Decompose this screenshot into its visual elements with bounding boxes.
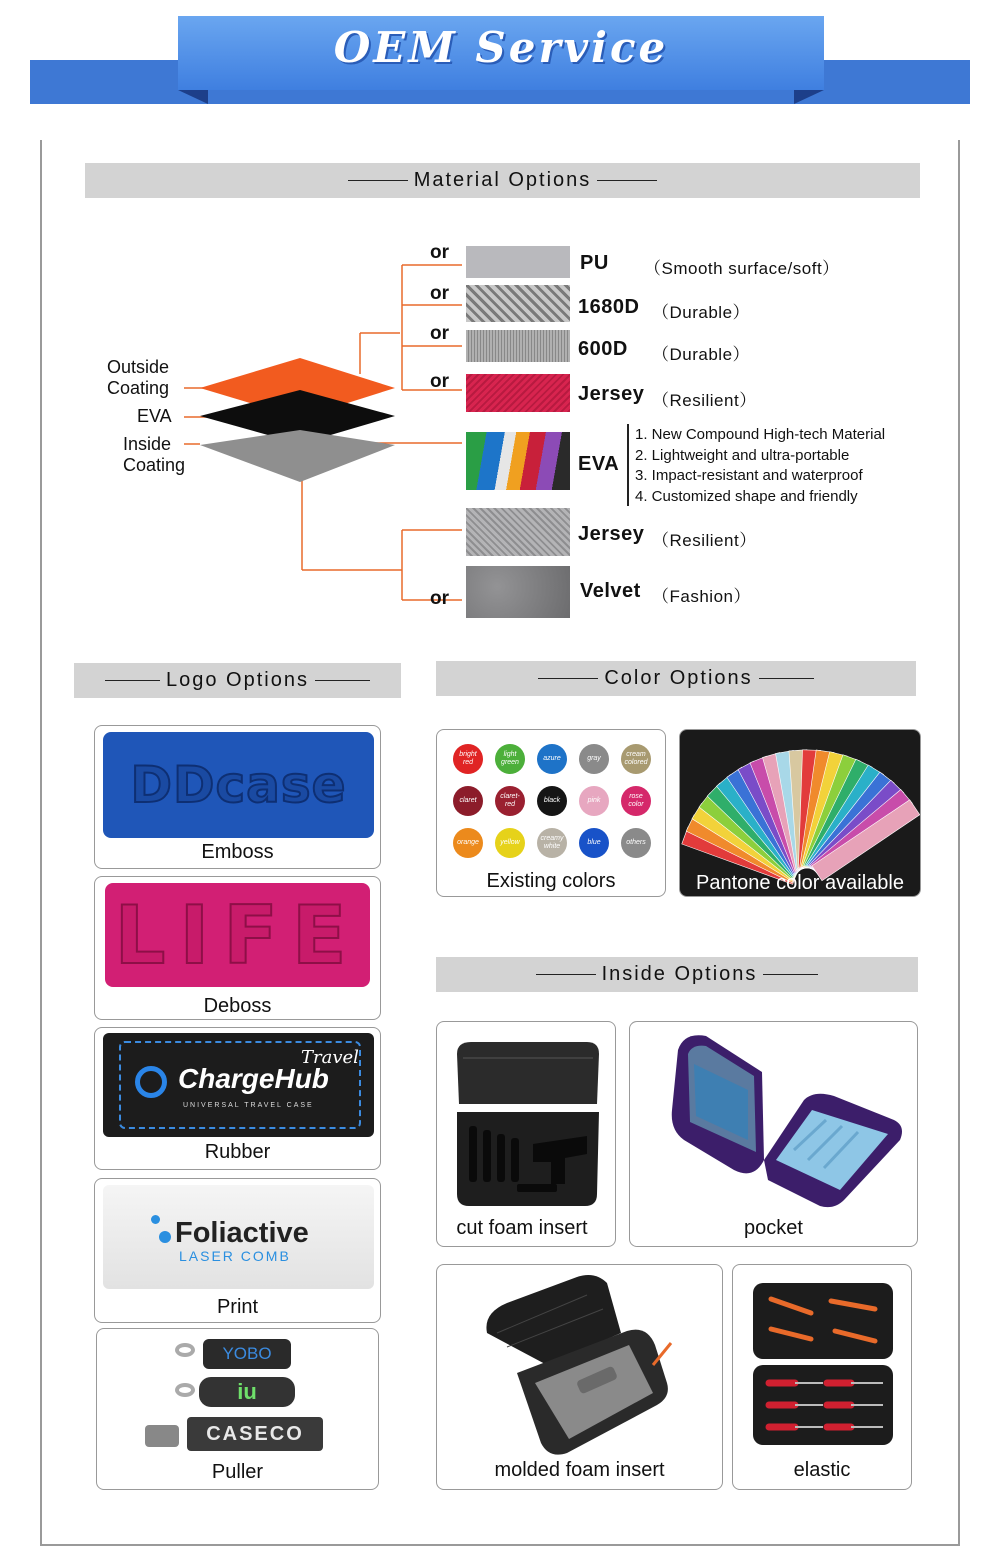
rubber-art: ChargeHub: [178, 1063, 329, 1094]
emboss-art: DDcase: [130, 756, 347, 814]
eva-feature-list: [635, 425, 885, 507]
jersey-gray-swatch: [466, 508, 570, 556]
inside-coating-label: Inside Coating: [123, 434, 186, 475]
rubber-art-sub: UNIVERSAL TRAVEL CASE: [183, 1102, 314, 1109]
material-name: PU: [580, 252, 609, 274]
print-image: [103, 1185, 374, 1289]
or-label: or: [430, 371, 449, 392]
logo-caption: Emboss: [201, 841, 274, 863]
logo-deboss-card: [94, 876, 381, 1020]
logo-options-header: [74, 663, 401, 698]
material-name: Velvet: [580, 580, 641, 602]
existing-colors-caption: Existing colors: [486, 870, 616, 892]
eva-feature: 4. Customized shape and friendly: [635, 487, 858, 505]
inside-molded-foam-card: [436, 1264, 723, 1490]
inside-cut-foam-card: [436, 1021, 616, 1247]
velvet-swatch: [466, 566, 570, 618]
existing-colors-card: [436, 729, 666, 897]
logo-rubber-card: [94, 1027, 381, 1170]
material-name: Jersey: [578, 523, 645, 545]
logo-puller-card: [96, 1328, 379, 1490]
pantone-caption: Pantone color available: [696, 872, 904, 894]
color-swatch: creamy white: [537, 828, 567, 858]
inside-caption: cut foam insert: [456, 1217, 588, 1239]
emboss-image: [103, 732, 374, 838]
color-swatch: pink: [579, 786, 609, 816]
deboss-art: LIFE: [114, 888, 361, 982]
inside-coating-layer: [200, 430, 395, 482]
logo-caption: Puller: [211, 1461, 264, 1483]
jersey-red-swatch: [466, 374, 570, 412]
material-desc: （Durable）: [652, 303, 751, 322]
material-desc: （Durable）: [652, 345, 751, 364]
eva-feature: 3. Impact-resistant and waterproof: [635, 467, 863, 484]
color-options-header: [436, 661, 916, 696]
eva-layer-label: EVA: [137, 406, 172, 426]
inside-options-title: Inside Options: [601, 963, 758, 985]
material-name: 600D: [578, 338, 628, 360]
print-art-sub: LASER COMB: [179, 1248, 291, 1264]
or-label: or: [430, 283, 449, 304]
color-swatch: gray: [579, 744, 609, 774]
or-label: or: [430, 588, 449, 609]
inside-caption: elastic: [793, 1459, 851, 1481]
puller-tag: YOBO: [203, 1339, 291, 1369]
eva-feature: 1. New Compound High-tech Material: [635, 426, 886, 443]
molded-foam-image: [477, 1273, 677, 1463]
outside-coating-label: Outside Coating: [107, 357, 170, 398]
elastic-image: [751, 1279, 897, 1449]
color-swatch: orange: [453, 828, 483, 858]
logo-emboss-card: [94, 725, 381, 869]
color-swatch: blue: [579, 828, 609, 858]
logo-caption: Print: [216, 1296, 259, 1318]
eva-swatch: [466, 432, 570, 490]
color-swatch: yellow: [495, 828, 525, 858]
logo-caption: Deboss: [203, 995, 272, 1017]
puller-tag: CASECO: [187, 1417, 323, 1451]
color-swatch: black: [537, 786, 567, 816]
rubber-image: [103, 1033, 374, 1137]
pu-swatch: [466, 246, 570, 278]
color-swatch: cream colored: [621, 744, 651, 774]
material-options-title: Material Options: [413, 169, 592, 191]
banner-fold-right: [794, 90, 824, 104]
color-swatch: bright red: [453, 744, 483, 774]
print-art: Foliactive: [175, 1217, 309, 1249]
eva-bracket: [627, 424, 629, 506]
eva-feature: 2. Lightweight and ultra-portable: [635, 446, 850, 464]
inside-options-header: [436, 957, 918, 992]
inside-pocket-card: [629, 1021, 918, 1247]
pocket-image: [644, 1030, 906, 1212]
color-swatch: claret-red: [495, 786, 525, 816]
inside-caption: molded foam insert: [494, 1459, 665, 1481]
material-options-header: [85, 163, 920, 198]
or-label: or: [430, 242, 449, 263]
page-title: OEM Service: [333, 23, 669, 72]
puller-tag: iu: [199, 1377, 295, 1407]
color-options-title: Color Options: [604, 667, 753, 689]
color-swatch: claret: [453, 786, 483, 816]
material-name: 1680D: [578, 296, 640, 318]
material-name: Jersey: [578, 383, 645, 405]
deboss-image: [105, 883, 370, 987]
logo-print-card: [94, 1178, 381, 1323]
cut-foam-image: [447, 1034, 607, 1210]
inside-caption: pocket: [744, 1217, 803, 1239]
rubber-art-script: Travel: [301, 1047, 359, 1068]
1680d-swatch: [466, 285, 570, 322]
color-swatch: light green: [495, 744, 525, 774]
material-desc: （Fashion）: [652, 587, 751, 606]
material-desc: （Resilient）: [652, 531, 757, 550]
material-desc: （Resilient）: [652, 391, 757, 410]
inside-elastic-card: [732, 1264, 912, 1490]
logo-options-title: Logo Options: [166, 669, 309, 691]
color-swatch: azure: [537, 744, 567, 774]
color-swatch: others: [621, 828, 651, 858]
banner-fold-left: [178, 90, 208, 104]
or-label: or: [430, 323, 449, 344]
color-swatch: rose color: [621, 786, 651, 816]
logo-caption: Rubber: [204, 1141, 271, 1163]
eva-name: EVA: [578, 453, 620, 475]
layer-diagram: [100, 230, 480, 630]
pantone-card: [679, 729, 921, 897]
600d-swatch: [466, 330, 570, 362]
material-desc: （Smooth surface/soft）: [644, 259, 840, 278]
power-icon: [135, 1066, 167, 1098]
